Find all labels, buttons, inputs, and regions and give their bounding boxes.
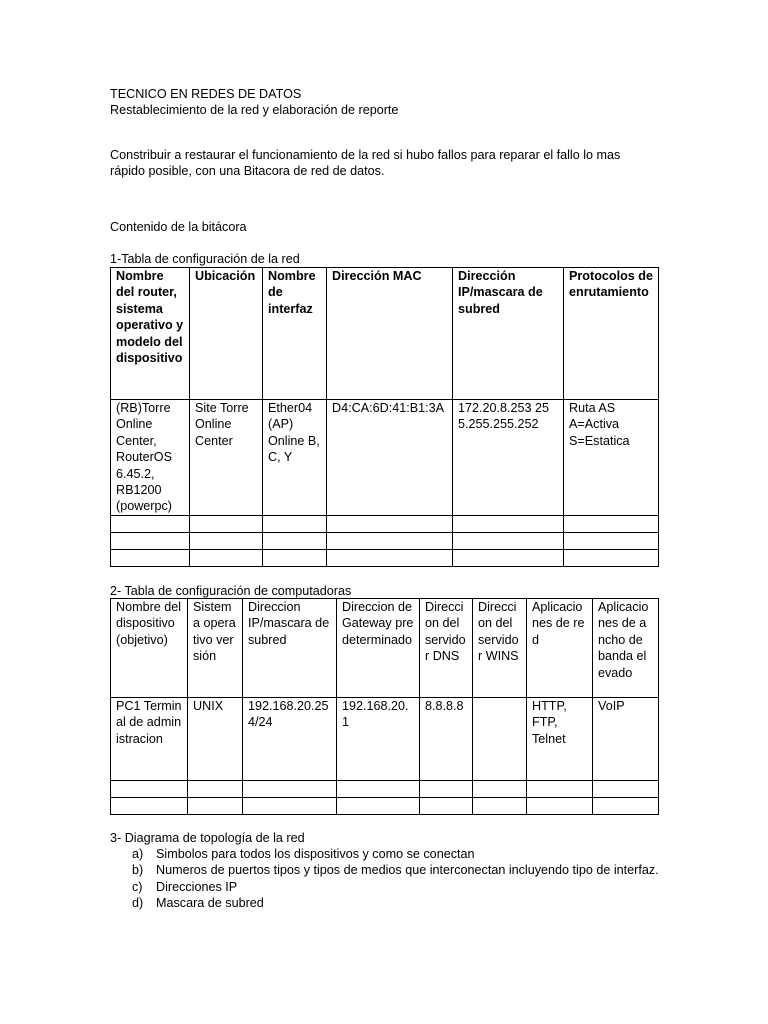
table-cell: PC1 Terminal de administracion [111, 698, 188, 781]
network-config-table [110, 267, 659, 567]
computer-config-table [110, 598, 659, 815]
header-cell: Nombre de interfaz [263, 268, 327, 400]
table-cell: 192.168.20.254/24 [243, 698, 337, 781]
table-cell: D4:CA:6D:41:B1:3A [327, 400, 453, 516]
list-item: c) Direcciones IP [132, 879, 238, 894]
table-row-empty [111, 532, 659, 549]
table-row [111, 400, 659, 516]
intro-line-1: Constribuir a restaurar el funcionamiento de la red si hubo fallos para reparar el fallo lo mas [110, 148, 621, 162]
table-row-empty [111, 798, 659, 815]
table-row-empty [111, 549, 659, 566]
table-cell: HTTP, FTP, Telnet [527, 698, 593, 781]
topology-requirements-list [110, 846, 670, 912]
table-row-empty [111, 515, 659, 532]
header-cell: Direccion IP/mascara de subred [243, 599, 337, 698]
doc-subtitle: Restablecimiento de la red y elaboración de reporte [110, 103, 399, 117]
section2-title: 2- Tabla de configuración de computadoras [110, 584, 352, 598]
table-cell: Site Torre Online Center [190, 400, 263, 516]
table-cell: UNIX [188, 698, 243, 781]
header-cell: Dirección IP/mascara de subred [453, 268, 564, 400]
header-cell: Direccion del servidor WINS [473, 599, 527, 698]
table-cell: VoIP [593, 698, 659, 781]
header-cell: Sistema operativo versión [188, 599, 243, 698]
table-cell: Ruta AS A=Activa S=Estatica [564, 400, 659, 516]
list-item: a) Simbolos para todos los dispositivos y como se conectan [132, 847, 475, 861]
header-cell: Ubicación [190, 268, 263, 400]
header-cell: Direccion de Gateway predeterminado [337, 599, 420, 698]
header-cell: Aplicaciones de ancho de banda elevado [593, 599, 659, 698]
table-cell: 192.168.20.1 [337, 698, 420, 781]
table-cell [473, 698, 527, 781]
header-cell: Nombre del dispositivo (objetivo) [111, 599, 188, 698]
doc-title: TECNICO EN REDES DE DATOS [110, 87, 302, 101]
header-cell: Nombre del router, sistema operativo y modelo del dispositivo [111, 268, 190, 400]
table-cell: (RB)Torre Online Center, RouterOS 6.45.2, RB1200 (powerpc) [111, 400, 190, 516]
header-cell: Dirección MAC [327, 268, 453, 400]
section1-title: 1-Tabla de configuración de la red [110, 252, 300, 266]
table-row [111, 698, 659, 781]
table-row-empty [111, 781, 659, 798]
table-header-row [111, 268, 659, 400]
section3-title: 3- Diagrama de topología de la red [110, 831, 305, 845]
table-cell: 8.8.8.8 [420, 698, 473, 781]
list-item: d) Mascara de subred [132, 896, 264, 911]
table-header-row [111, 599, 659, 698]
contents-heading: Contenido de la bitácora [110, 220, 247, 234]
header-cell: Aplicaciones de red [527, 599, 593, 698]
header-cell: Direccion del servidor DNS [420, 599, 473, 698]
table-cell: Ether04 (AP) Online B, C, Y [263, 400, 327, 516]
header-cell: Protocolos de enrutamiento [564, 268, 659, 400]
table-cell: 172.20.8.253 255.255.255.252 [453, 400, 564, 516]
list-item: b) Numeros de puertos tipos y tipos de medios que interconectan incluyendo tipo de interfaz. [132, 863, 659, 878]
intro-line-2: rápido posible, con una Bitacora de red de datos. [110, 164, 385, 178]
